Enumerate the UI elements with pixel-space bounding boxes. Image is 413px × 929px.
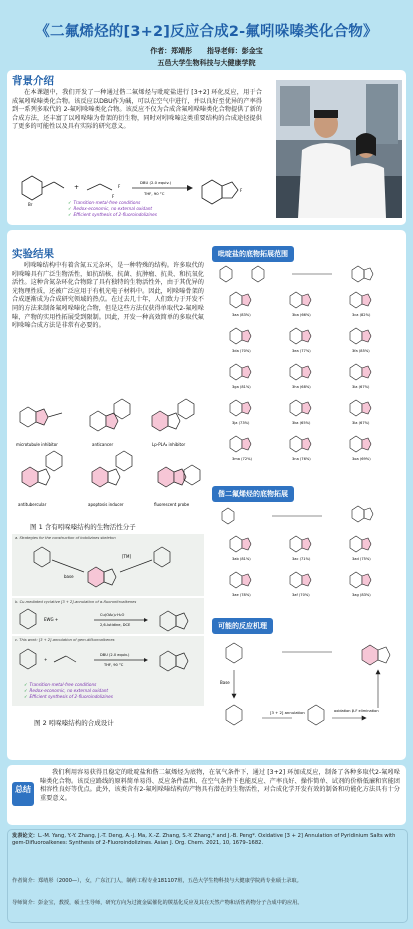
mol-label-6: fluorescent probe	[154, 502, 190, 507]
scope-ring	[290, 292, 302, 308]
scope-ring	[362, 402, 371, 414]
poster-title: 《二氟烯烃的[3+2]反应合成2-氟吲哚嗪类化合物》	[35, 24, 378, 40]
scope-yield-label: 3fa (85%)	[352, 349, 370, 353]
molecule-5	[92, 451, 132, 487]
scope-ring	[230, 364, 242, 380]
scope-ring	[302, 574, 311, 586]
scheme-b-cond1: Cu(OAc)₂·H₂O	[100, 613, 125, 617]
scope-ring	[362, 574, 371, 586]
molecule-1	[20, 407, 62, 427]
scheme-c-bullet: ✓ Transition-metal-free conditions	[24, 682, 97, 687]
scope-ring	[242, 402, 251, 414]
scope-ring	[290, 436, 302, 452]
scope-yield-label: 3ac (71%)	[292, 557, 311, 561]
scope-ring	[230, 292, 242, 308]
scope-ring	[350, 364, 362, 380]
molecule-2	[90, 399, 130, 431]
scope-ring	[230, 400, 242, 416]
scope-ring	[242, 574, 251, 586]
scope-yield-label: 3ab (81%)	[232, 557, 251, 561]
scheme-b-graphic	[14, 608, 202, 634]
scheme-c-title: c. This work: [3 + 2]-annulation of gem-difluoroalkenes	[15, 638, 115, 642]
scheme-c-cond1: DBU (2.0 equiv.)	[100, 653, 130, 657]
scope-ring	[302, 402, 311, 414]
molecule-4	[22, 451, 62, 487]
scope-yield-label: 3ha (68%)	[292, 385, 311, 389]
mol-label-3: Lp-PLA₂ inhibitor	[152, 442, 186, 447]
scope-ring	[242, 294, 251, 306]
mechanism-oxidation: oxidation β-F elimination	[334, 709, 379, 713]
scope-ring	[362, 330, 371, 342]
summary-text: 我们利用容易获得且稳定的吡啶盐和偕二氟烯烃为底物，在氧气条件下，通过 [3+2] 环加成反应，制备了各种多取代2-氟吲哚嗪类化合物。该反应路线的原料简单易得、反应条件温和、在空气条件下也能反应、产率良好、操作简单、试剂的价格低廉和官能团相容性良好等优点。此外，该类含有2-氟吲哚嗪结构的产物具有潜在的生物活性，对合成化学开发有效的制备和功能化方法具有十分重要意义。	[40, 769, 400, 802]
scope-yield-label: 3ea (77%)	[292, 349, 311, 353]
scheme-c-bullet: ✓ Redox-economic, no external oxidant	[24, 688, 109, 693]
scope-yield-label: 3na (76%)	[292, 457, 311, 461]
scope-ring	[350, 292, 362, 308]
mechanism-graphic	[212, 634, 402, 754]
scope-yield-label: 3ca (82%)	[352, 313, 371, 317]
molecule-3	[152, 399, 194, 431]
svg-text:F: F	[240, 188, 243, 193]
difluoro-scope-title: 偕二氟烯烃的底物拓展	[212, 486, 294, 502]
scope-ring	[350, 536, 362, 552]
mol-label-1: microtubule inhibitor	[16, 442, 58, 447]
svg-text:EWG +: EWG +	[44, 617, 59, 622]
svg-text:+: +	[74, 184, 80, 191]
scope-ring	[230, 436, 242, 452]
scope-ring	[230, 572, 242, 588]
scope-yield-label: 3la (67%)	[352, 421, 370, 425]
scope-yield-label: 3ka (65%)	[292, 421, 311, 425]
background-text: 在本课题中，我们开发了一种通过偕二氟烯烃与吡啶盐进行 [3+2] 环化反应，用于合成氟吲哚嗪类化合物。该反应以DBU作为碱，可以在空气中进行，并以良好至优异的产率得到一系列多取代的 2-氟吲哚嗪类化合物。该反应不仅为合成含氟吲哚嗪类化合物提供了新的合成方法，还丰富了以吲哚嗪为骨架的衍生物，同时对吲哚嗪这类重要结构的合成途径提供了更多的可能性以及具有实际的研究意义。	[12, 89, 262, 131]
molecule-6	[158, 465, 200, 487]
scope-ring	[242, 330, 251, 342]
scope-yield-label: 3ae (78%)	[232, 593, 251, 597]
scope-ring	[290, 572, 302, 588]
scope-ring	[242, 438, 251, 450]
scope-ring	[350, 400, 362, 416]
publication-text: L.-M. Yang, Y.-Y. Zhang, J.-T. Deng, A.-J. Ma, X.-Z. Zhang, S.-Y. Zhang,* and J.-B. Peng*. Oxidative [3 + 2] Annulation of Pyridinium Salts with gem-Difluoroalkenes: Synthesis of 2-Fluoroindolizines. Asian J. Org. Chem. 2021, 10, 1679–1682.	[12, 833, 396, 847]
background-bullets	[68, 200, 157, 218]
svg-text:[TM]: [TM]	[122, 554, 132, 559]
figure1-molecules	[12, 398, 204, 518]
byline	[0, 46, 413, 56]
svg-text:Br: Br	[28, 202, 33, 207]
bg-bullet: ✓ Efficient synthesis of 2-fluoroindolizines	[68, 212, 157, 217]
scope-ring	[230, 328, 242, 344]
svg-text:F: F	[112, 194, 115, 199]
pyridinium-scope-graphic	[212, 262, 402, 482]
bg-bullet: ✓ Transition-metal-free conditions	[68, 200, 141, 205]
scope-ring	[362, 294, 371, 306]
author-intro: 作者简介：郑靖彤（2000—），女，广东江门人，制药工程专业181107班，五邑大学生物科技与大健康学院药专业硕士录取。	[12, 878, 302, 884]
advisor-intro: 导师简介：彭金宝，教授，硕士生导师，研究方向为过渡金属催化的羰基化反应及其在天然产物和活性药物分子合成中的应用。	[12, 900, 303, 906]
scheme-c-bullets	[24, 682, 113, 700]
bg-condition: DBU (2.0 equiv.)	[140, 180, 172, 185]
scope-yield-label: 3oa (69%)	[352, 457, 371, 461]
scope-yield-label: 3af (70%)	[292, 593, 310, 597]
scope-ring	[302, 438, 311, 450]
scope-yield-label: 3da (70%)	[232, 349, 251, 353]
affiliation: 五邑大学生物科技与大健康学院	[157, 59, 256, 67]
scope-ring	[290, 400, 302, 416]
bg-bullet: ✓ Redox-economic, no external oxidant	[68, 206, 153, 211]
scope-yield-label: 3ja (73%)	[232, 421, 250, 425]
scope-yield-label: 3ad (75%)	[352, 557, 371, 561]
scheme-a-title: a. Strategies for the construction of indolizines skeleton	[15, 536, 116, 540]
scope-ring	[290, 364, 302, 380]
scope-ring	[230, 536, 242, 552]
figure2-caption: 图 2 吲哚嗪结构的合成设计	[34, 719, 114, 727]
experiment-heading: 实验结果	[12, 248, 54, 260]
svg-text:F: F	[118, 184, 121, 189]
author-label: 作者：郑靖彤	[150, 47, 193, 55]
svg-text:+: +	[44, 657, 48, 662]
scheme-a-graphic	[14, 544, 202, 594]
bg-condition2: THF, 90 °C	[144, 191, 165, 196]
scheme-b-title: b. Cu-mediated cyclative [3 + 2]-annulation of α-fluoronitroalkenes	[15, 600, 137, 604]
background-heading: 背景介绍	[12, 75, 54, 87]
pyridinium-scope-title: 吡啶盐的底物拓展范围	[212, 246, 294, 262]
scheme-c-graphic	[14, 646, 202, 680]
scope-yield-label: 3aa (83%)	[232, 313, 251, 317]
publication	[12, 833, 402, 848]
scope-ring	[242, 538, 251, 550]
scope-ring	[242, 366, 251, 378]
scope-yield-label: 3ba (66%)	[292, 313, 311, 317]
scope-ring	[350, 328, 362, 344]
scope-yield-label: 3ma (72%)	[232, 457, 252, 461]
mol-label-4: antitubercular	[18, 502, 47, 507]
scheme-b-cond2: 2,6-lutidine, DCE	[100, 623, 131, 627]
publication-label: 发表论文：	[12, 833, 38, 839]
scope-ring	[290, 328, 302, 344]
scope-yield-label: 3ia (67%)	[352, 385, 370, 389]
difluoro-scope-graphic	[212, 502, 402, 612]
experiment-text: 吲哚嗪结构中有着含氮五元杂环，是一种特殊的结构。许多取代的吲哚嗪具有广泛生物活性，如抗结核、抗菌、抗肿瘤、抗炎、和抗氧化活性。这种含氮杂环化合物除了具有独特的生物活性外，由于其优异的光物理性质，还被广泛应用于有机光电子材料中。因此，吲哚嗪骨架的合成逐渐成为合成研究领域的热点。在过去几十年，人们致力于开发不同的方法来制备氟吲哚嗪化合物，但是这些方法仅获得单取代2-氟吲哚嗪，产物的实用性拓展受到限制。因此，开发一种高效简单的多取代氟吲哚嗪合成方法是非常有必要的。	[12, 262, 204, 330]
scope-ring	[302, 366, 311, 378]
scope-ring	[302, 538, 311, 550]
summary-tag: 总结	[12, 782, 34, 806]
mechanism-annulation: [3 + 2] annulation	[270, 710, 305, 715]
svg-text:base: base	[64, 574, 74, 579]
mechanism-title: 可能的反应机理	[212, 618, 273, 634]
scope-ring	[362, 538, 371, 550]
scheme-c-cond2: THF, 90 °C	[104, 663, 124, 667]
scope-ring	[302, 294, 311, 306]
scope-ring	[362, 438, 371, 450]
scope-yield-label: 3ag (83%)	[352, 593, 371, 597]
scope-ring	[302, 330, 311, 342]
mechanism-base: Base	[220, 680, 230, 685]
advisor-label: 指导老师：彭金宝	[206, 47, 263, 55]
scope-ring	[290, 536, 302, 552]
mol-label-2: anticancer	[92, 442, 114, 447]
scope-ring	[350, 572, 362, 588]
figure1-caption: 图 1 含有吲哚嗪结构的生物活性分子	[30, 523, 136, 531]
mol-label-5: apoptosis inducer	[88, 502, 124, 507]
scope-ring	[350, 436, 362, 452]
scope-ring	[362, 366, 371, 378]
lab-photo	[276, 80, 402, 218]
scope-yield-label: 3ga (81%)	[232, 385, 251, 389]
scheme-c-bullet: ✓ Efficient synthesis of 2-fluoroindolizines	[24, 694, 113, 699]
